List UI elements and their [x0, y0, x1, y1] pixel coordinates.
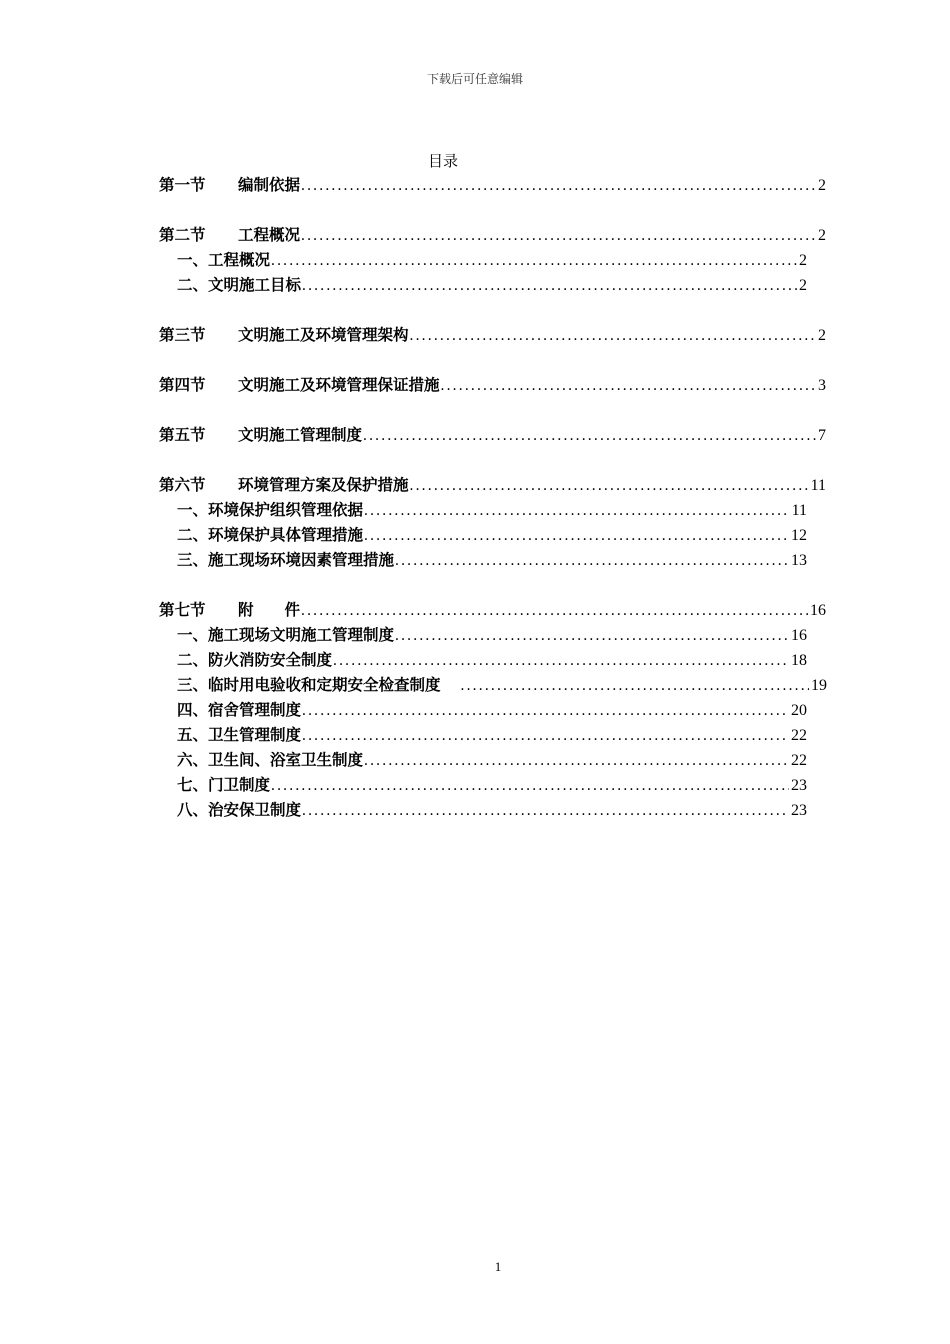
- toc-subentry[interactable]: [177, 748, 807, 772]
- toc-entry-page: 11: [791, 502, 807, 519]
- toc-entry-label: 文明施工及环境管理架构: [238, 326, 409, 344]
- toc-entry-label: 二、文明施工目标: [177, 276, 302, 294]
- toc-entry-label: 编制依据: [238, 176, 301, 194]
- toc-dot-leader: [271, 774, 789, 798]
- toc-subentry[interactable]: [177, 248, 807, 272]
- toc-entry-page: 16: [810, 602, 826, 619]
- toc-entry[interactable]: [159, 223, 826, 247]
- toc-subentry[interactable]: [177, 723, 807, 747]
- toc-dot-leader: [302, 724, 789, 748]
- toc-subentry[interactable]: [177, 698, 807, 722]
- toc-entry-section: 第五节: [159, 426, 206, 444]
- toc-entry-section: 第二节: [159, 226, 206, 244]
- toc-subentry[interactable]: [177, 673, 827, 697]
- toc-dot-leader: [364, 499, 790, 523]
- toc-entry-page: 22: [791, 727, 807, 744]
- toc-dot-leader: [364, 749, 789, 773]
- toc-entry-page: 13: [791, 552, 807, 569]
- toc-entry-page: 20: [791, 702, 807, 719]
- toc-entry-label: 七、门卫制度: [177, 776, 271, 794]
- toc-entry-label: 六、卫生间、浴室卫生制度: [177, 751, 364, 769]
- toc-dot-leader: [302, 274, 797, 298]
- toc-entry-label: 二、环境保护具体管理措施: [177, 526, 364, 544]
- toc-entry-page: 2: [818, 327, 826, 344]
- toc-entry-page: 2: [818, 227, 826, 244]
- toc-title: 目录: [427, 152, 458, 170]
- toc-dot-leader: [271, 249, 797, 273]
- toc-entry[interactable]: [159, 373, 826, 397]
- toc-subentry[interactable]: [177, 648, 807, 672]
- toc-entry-page: 23: [791, 802, 807, 819]
- page-header: 下载后可任意编辑: [426, 72, 523, 86]
- toc-entry-label: 工程概况: [238, 226, 301, 244]
- toc-entry-label: 八、治安保卫制度: [177, 801, 302, 819]
- toc-entry-label: 四、宿舍管理制度: [177, 701, 302, 719]
- toc-entry-page: 16: [791, 627, 807, 644]
- toc-subentry[interactable]: [177, 798, 807, 822]
- toc-entry-page: 18: [791, 652, 807, 669]
- toc-entry-page: 7: [818, 427, 826, 444]
- toc-dot-leader: [301, 224, 816, 248]
- toc-entry[interactable]: [159, 598, 826, 622]
- toc-entry-page: 2: [799, 277, 807, 294]
- toc-dot-leader: [302, 699, 789, 723]
- toc-entry-page: 22: [791, 752, 807, 769]
- toc-subentry[interactable]: [177, 523, 807, 547]
- toc-entry-label: 环境管理方案及保护措施: [238, 476, 409, 494]
- toc-subentry[interactable]: [177, 623, 807, 647]
- toc-entry-page: 19: [811, 677, 827, 694]
- toc-entry-page: 23: [791, 777, 807, 794]
- toc-entry-page: 3: [818, 377, 826, 394]
- toc-subentry[interactable]: [177, 498, 807, 522]
- toc-entry[interactable]: [159, 173, 826, 197]
- toc-dot-leader: [364, 524, 789, 548]
- toc-dot-leader: [410, 324, 816, 348]
- toc-entry-page: 2: [818, 177, 826, 194]
- toc-dot-leader: [410, 474, 809, 498]
- toc-entry-label: 附 件: [238, 601, 301, 619]
- toc-entry[interactable]: [159, 423, 826, 447]
- toc-dot-leader: [301, 599, 808, 623]
- toc-entry-section: 第七节: [159, 601, 206, 619]
- page-number: 1: [494, 1259, 502, 1274]
- toc-entry[interactable]: [159, 323, 826, 347]
- toc-dot-leader: [441, 374, 816, 398]
- toc-entry-section: 第三节: [159, 326, 206, 344]
- toc-entry-section: 第一节: [159, 176, 206, 194]
- toc-dot-leader: [363, 424, 816, 448]
- toc-entry-label: 一、工程概况: [177, 251, 271, 269]
- toc-subentry[interactable]: [177, 773, 807, 797]
- toc-entry-page: 11: [810, 477, 826, 494]
- toc-entry-label: 三、临时用电验收和定期安全检查制度: [177, 676, 441, 694]
- toc-entry-label: 一、环境保护组织管理依据: [177, 501, 364, 519]
- toc-entry-page: 2: [799, 252, 807, 269]
- toc-dot-leader: [461, 674, 809, 698]
- toc-entry-page: 12: [791, 527, 807, 544]
- toc-dot-leader: [301, 174, 816, 198]
- toc-entry-section: 第四节: [159, 376, 206, 394]
- toc-dot-leader: [395, 549, 789, 573]
- toc-subentry[interactable]: [177, 273, 807, 297]
- toc-entry[interactable]: [159, 473, 826, 497]
- toc-dot-leader: [333, 649, 789, 673]
- toc-entry-label: 二、防火消防安全制度: [177, 651, 333, 669]
- toc-entry-label: 一、施工现场文明施工管理制度: [177, 626, 395, 644]
- toc-dot-leader: [302, 799, 789, 823]
- toc-entry-label: 五、卫生管理制度: [177, 726, 302, 744]
- toc-entry-label: 文明施工及环境管理保证措施: [238, 376, 440, 394]
- toc-entry-label: 文明施工管理制度: [238, 426, 363, 444]
- toc-dot-leader: [395, 624, 789, 648]
- toc-entry-label: 三、施工现场环境因素管理措施: [177, 551, 395, 569]
- toc-entry-section: 第六节: [159, 476, 206, 494]
- toc-subentry[interactable]: [177, 548, 807, 572]
